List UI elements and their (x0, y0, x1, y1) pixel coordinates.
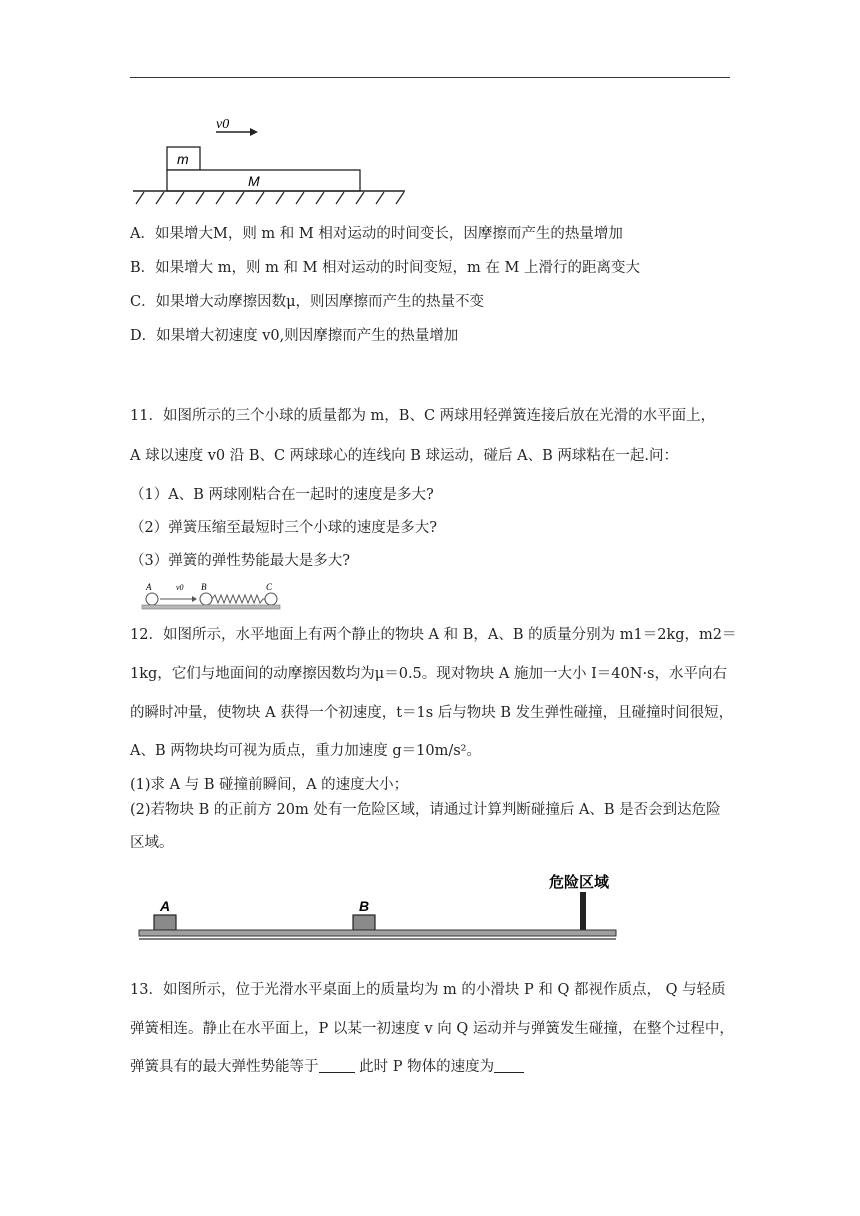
q11-part2: （2）弹簧压缩至最短时三个小球的速度是多大? (130, 520, 437, 536)
answer-blank-2[interactable] (494, 1058, 524, 1073)
block-b (353, 915, 375, 930)
q12-stem-line2: 1kg，它们与地面间的动摩擦因数均为μ＝0.5。现对物块 A 施加一大小 I＝40N·s，水平向右 (130, 666, 727, 682)
q13-text-b: 此时 P 物体的速度为 (354, 1059, 495, 1075)
q13-stem-line1: 13．如图所示，位于光滑水平桌面上的质量均为 m 的小滑块 P 和 Q 都视作质点， Q 与轻质 (130, 982, 726, 998)
ball-b (200, 593, 212, 605)
answer-blank-1[interactable] (319, 1058, 355, 1073)
q12-part1: (1)求 A 与 B 碰撞前瞬间，A 的速度大小； (130, 777, 409, 793)
ground-hatching (136, 192, 404, 204)
q11-part3: （3）弹簧的弹性势能最大是多大? (130, 553, 350, 569)
header-rule (130, 77, 730, 78)
block-a-label: A (160, 898, 171, 914)
q10-option-d: D．如果增大初速度 v0,则因摩擦而产生的热量增加 (130, 328, 459, 344)
q11-stem-line1: 11．如图所示的三个小球的质量都为 m，B、C 两球用轻弹簧连接后放在光滑的水平面上， (130, 408, 716, 424)
spring (212, 595, 265, 603)
q12-stem-line3: 的瞬时冲量，使物块 A 获得一个初速度，t＝1s 后与物块 B 发生弹性碰撞，且碰撞时间很短， (130, 705, 734, 721)
q11-part1: （1）A、B 两球刚粘合在一起时的速度是多大? (130, 487, 434, 503)
ground-surface (142, 605, 280, 609)
block-a (154, 915, 176, 930)
board-label: M (248, 173, 260, 189)
ball-c (265, 593, 277, 605)
q10-option-a: A．如果增大M，则 m 和 M 相对运动的时间变长，因摩擦而产生的热量增加 (130, 226, 623, 242)
q11-stem-line2: A 球以速度 v0 沿 B、C 两球球心的连线向 B 球运动，碰后 A、B 两球粘在一起.问： (130, 448, 679, 464)
ball-b-label: B (201, 582, 207, 592)
q12-part2: (2)若物块 B 的正前方 20m 处有一危险区域，请通过计算判断碰撞后 A、B 是否会到达危险 (130, 802, 721, 818)
block-on-board-figure (130, 110, 410, 210)
q13-stem-line3 (130, 1057, 524, 1077)
q10-option-b: B．如果增大 m，则 m 和 M 相对运动的时间变短，m 在 M 上滑行的距离变大 (130, 260, 640, 276)
q12-stem-line4: A、B 两物块均可视为质点，重力加速度 g＝10m/s²。 (130, 743, 481, 759)
velocity-label: v0 (176, 583, 184, 592)
q13-text-a: 弹簧具有的最大弹性势能等于 (130, 1059, 319, 1075)
velocity-arrowhead (192, 596, 197, 602)
q12-part2-cont: 区域。 (130, 835, 174, 851)
ground-surface (139, 930, 616, 936)
ball-c-label: C (266, 582, 273, 592)
velocity-arrowhead (250, 128, 258, 136)
board-M (167, 170, 360, 191)
block-b-label: B (359, 898, 370, 914)
q13-stem-line2: 弹簧相连。静止在水平面上，P 以某一初速度 v 向 Q 运动并与弹簧发生碰撞，在整个过程中， (130, 1021, 734, 1037)
q12-stem-line1: 12．如图所示，水平地面上有两个静止的物块 A 和 B，A、B 的质量分别为 m1＝2kg，m2＝ (130, 627, 737, 643)
blocks-danger-zone-figure (135, 868, 620, 946)
ball-a-label: A (146, 582, 152, 592)
small-block-label: m (177, 151, 189, 167)
danger-zone-label: 危险区域 (549, 873, 610, 891)
ball-a (146, 593, 158, 605)
q10-option-c: C．如果增大动摩擦因数μ，则因摩擦而产生的热量不变 (130, 294, 485, 310)
danger-zone-post (580, 892, 586, 934)
three-balls-spring-figure (140, 580, 285, 612)
velocity-label: v0 (216, 117, 230, 132)
